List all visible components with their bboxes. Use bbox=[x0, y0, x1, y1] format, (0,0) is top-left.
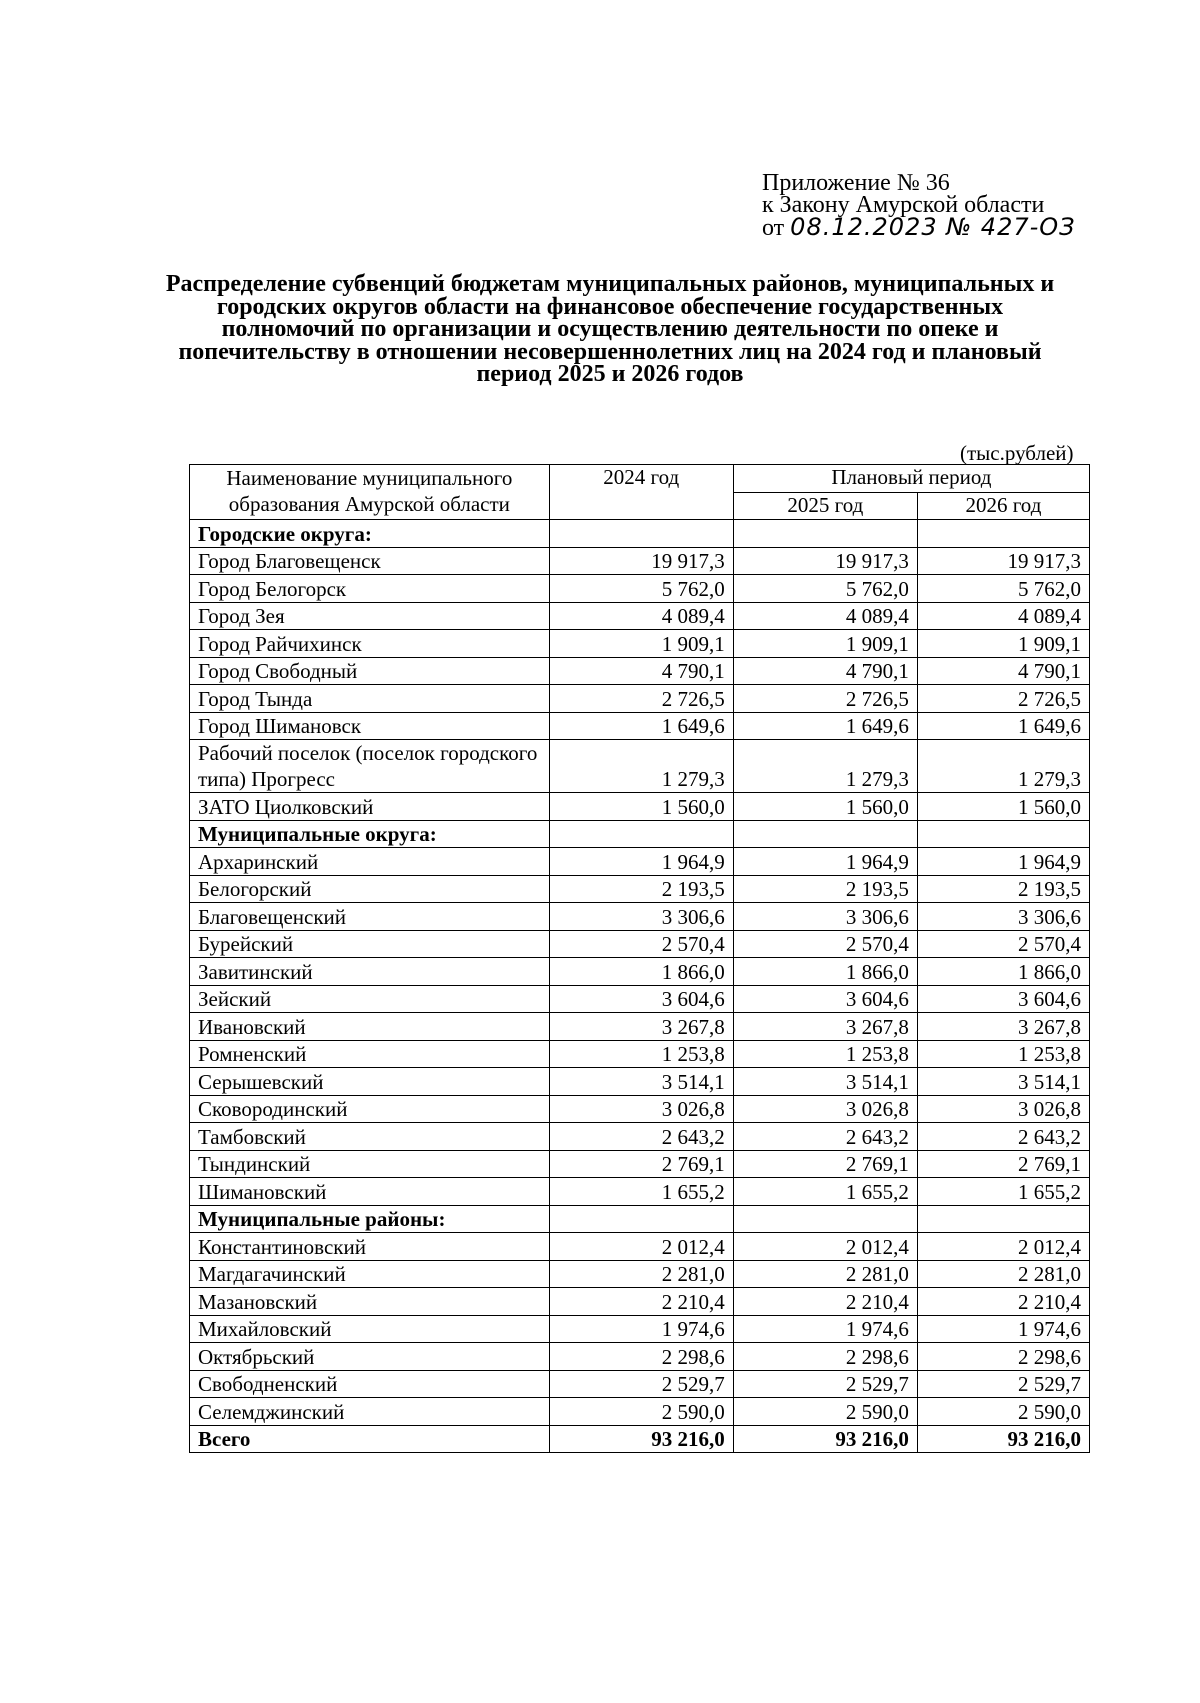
value-2025: 2 012,4 bbox=[733, 1233, 917, 1261]
value-2024: 2 298,6 bbox=[549, 1343, 733, 1371]
value-2026: 3 267,8 bbox=[917, 1013, 1089, 1041]
table-row bbox=[190, 930, 1090, 958]
table-row bbox=[190, 875, 1090, 903]
value-2026: 3 604,6 bbox=[917, 985, 1089, 1013]
row-name: Селемджинский bbox=[190, 1398, 550, 1426]
value-2026: 2 193,5 bbox=[917, 875, 1089, 903]
table-row bbox=[190, 1398, 1090, 1426]
value-2024: 1 279,3 bbox=[549, 740, 733, 793]
header-name: Наименование муниципального образования Амурской области bbox=[190, 465, 550, 520]
value-2024: 3 026,8 bbox=[549, 1095, 733, 1123]
group-row bbox=[190, 1205, 1090, 1233]
row-name: Октябрьский bbox=[190, 1343, 550, 1371]
table-row bbox=[190, 1150, 1090, 1178]
value-2025: 1 649,6 bbox=[733, 712, 917, 740]
value-2025: 2 769,1 bbox=[733, 1150, 917, 1178]
value-2025: 4 790,1 bbox=[733, 657, 917, 685]
value-2025: 3 306,6 bbox=[733, 903, 917, 931]
table-row bbox=[190, 958, 1090, 986]
total-2024: 93 216,0 bbox=[549, 1425, 733, 1453]
empty-cell bbox=[733, 1205, 917, 1233]
total-2025: 93 216,0 bbox=[733, 1425, 917, 1453]
total-row bbox=[190, 1425, 1090, 1453]
value-2026: 2 298,6 bbox=[917, 1343, 1089, 1371]
value-2024: 2 769,1 bbox=[549, 1150, 733, 1178]
table-row bbox=[190, 740, 1090, 793]
group-row bbox=[190, 520, 1090, 548]
row-name: Благовещенский bbox=[190, 903, 550, 931]
row-name: Ромненский bbox=[190, 1040, 550, 1068]
group-row bbox=[190, 820, 1090, 848]
empty-cell bbox=[917, 1205, 1089, 1233]
value-2025: 1 279,3 bbox=[733, 740, 917, 793]
value-2026: 1 964,9 bbox=[917, 848, 1089, 876]
table-row bbox=[190, 712, 1090, 740]
row-name: Тамбовский bbox=[190, 1123, 550, 1151]
value-2025: 2 193,5 bbox=[733, 875, 917, 903]
value-2024: 2 529,7 bbox=[549, 1370, 733, 1398]
annex-reference bbox=[762, 172, 1076, 239]
table-header-row bbox=[190, 465, 1090, 493]
value-2024: 2 570,4 bbox=[549, 930, 733, 958]
value-2024: 5 762,0 bbox=[549, 575, 733, 603]
value-2024: 2 281,0 bbox=[549, 1260, 733, 1288]
value-2026: 1 279,3 bbox=[917, 740, 1089, 793]
row-name: Тындинский bbox=[190, 1150, 550, 1178]
table-body bbox=[190, 520, 1090, 1453]
table-row bbox=[190, 1178, 1090, 1206]
value-2024: 1 560,0 bbox=[549, 793, 733, 821]
value-2026: 2 726,5 bbox=[917, 685, 1089, 713]
empty-cell bbox=[917, 820, 1089, 848]
value-2024: 2 193,5 bbox=[549, 875, 733, 903]
document-title: Распределение субвенций бюджетам муниципальных районов, муниципальных и городских округов области на финансовое обеспечение государственных полномочий по организации и осуществлению деятельности по опеке и попечительству в отношении несовершеннолетних лиц на 2024 год и плановый период 2025 и 2026 годов bbox=[165, 271, 1055, 387]
value-2026: 19 917,3 bbox=[917, 547, 1089, 575]
empty-cell bbox=[549, 820, 733, 848]
value-2024: 3 306,6 bbox=[549, 903, 733, 931]
table-row bbox=[190, 1233, 1090, 1261]
value-2025: 2 529,7 bbox=[733, 1370, 917, 1398]
table-row bbox=[190, 575, 1090, 603]
handwritten-date-number: 08.12.2023 № 427-ОЗ bbox=[790, 213, 1076, 241]
table-row bbox=[190, 1343, 1090, 1371]
table-row bbox=[190, 630, 1090, 658]
value-2026: 5 762,0 bbox=[917, 575, 1089, 603]
value-2026: 3 514,1 bbox=[917, 1068, 1089, 1096]
row-name: Город Белогорск bbox=[190, 575, 550, 603]
empty-cell bbox=[549, 520, 733, 548]
value-2024: 19 917,3 bbox=[549, 547, 733, 575]
row-name: Город Зея bbox=[190, 602, 550, 630]
value-2025: 3 026,8 bbox=[733, 1095, 917, 1123]
group-label: Муниципальные районы: bbox=[190, 1205, 550, 1233]
value-2025: 1 560,0 bbox=[733, 793, 917, 821]
value-2026: 2 769,1 bbox=[917, 1150, 1089, 1178]
table-row bbox=[190, 903, 1090, 931]
row-name: Сковородинский bbox=[190, 1095, 550, 1123]
value-2026: 1 649,6 bbox=[917, 712, 1089, 740]
empty-cell bbox=[917, 520, 1089, 548]
value-2024: 3 604,6 bbox=[549, 985, 733, 1013]
table-row bbox=[190, 848, 1090, 876]
value-2024: 1 964,9 bbox=[549, 848, 733, 876]
value-2024: 1 253,8 bbox=[549, 1040, 733, 1068]
row-name: Бурейский bbox=[190, 930, 550, 958]
row-name: Белогорский bbox=[190, 875, 550, 903]
row-name: Константиновский bbox=[190, 1233, 550, 1261]
total-2026: 93 216,0 bbox=[917, 1425, 1089, 1453]
value-2024: 1 649,6 bbox=[549, 712, 733, 740]
value-2025: 4 089,4 bbox=[733, 602, 917, 630]
table-row bbox=[190, 685, 1090, 713]
value-2025: 2 298,6 bbox=[733, 1343, 917, 1371]
value-2024: 1 909,1 bbox=[549, 630, 733, 658]
row-name: Город Благовещенск bbox=[190, 547, 550, 575]
value-2025: 2 281,0 bbox=[733, 1260, 917, 1288]
table-row bbox=[190, 547, 1090, 575]
empty-cell bbox=[549, 1205, 733, 1233]
value-2026: 1 909,1 bbox=[917, 630, 1089, 658]
table-row bbox=[190, 985, 1090, 1013]
value-2026: 1 253,8 bbox=[917, 1040, 1089, 1068]
table-row bbox=[190, 1068, 1090, 1096]
annex-date-line bbox=[762, 213, 1076, 241]
value-2024: 1 655,2 bbox=[549, 1178, 733, 1206]
annex-law: к Закону Амурской области bbox=[762, 192, 1045, 218]
total-label: Всего bbox=[190, 1425, 550, 1453]
row-name: Свободненский bbox=[190, 1370, 550, 1398]
value-2025: 1 655,2 bbox=[733, 1178, 917, 1206]
row-name: Город Райчихинск bbox=[190, 630, 550, 658]
group-label: Городские округа: bbox=[190, 520, 550, 548]
value-2026: 1 655,2 bbox=[917, 1178, 1089, 1206]
value-2026: 3 306,6 bbox=[917, 903, 1089, 931]
table-row bbox=[190, 1260, 1090, 1288]
header-planned-period: Плановый период bbox=[733, 465, 1089, 493]
value-2025: 1 866,0 bbox=[733, 958, 917, 986]
table-row bbox=[190, 1370, 1090, 1398]
value-2024: 2 210,4 bbox=[549, 1288, 733, 1316]
value-2025: 3 514,1 bbox=[733, 1068, 917, 1096]
table-row bbox=[190, 1123, 1090, 1151]
value-2024: 2 643,2 bbox=[549, 1123, 733, 1151]
table-row bbox=[190, 1095, 1090, 1123]
table-row bbox=[190, 1013, 1090, 1041]
value-2024: 1 974,6 bbox=[549, 1315, 733, 1343]
value-2026: 2 643,2 bbox=[917, 1123, 1089, 1151]
units-label: (тыс.рублей) bbox=[960, 441, 1074, 465]
value-2026: 1 560,0 bbox=[917, 793, 1089, 821]
table-row bbox=[190, 602, 1090, 630]
row-name: Зейский bbox=[190, 985, 550, 1013]
value-2024: 3 267,8 bbox=[549, 1013, 733, 1041]
value-2026: 2 529,7 bbox=[917, 1370, 1089, 1398]
value-2026: 2 012,4 bbox=[917, 1233, 1089, 1261]
table-row bbox=[190, 793, 1090, 821]
row-name: Город Шимановск bbox=[190, 712, 550, 740]
value-2025: 1 964,9 bbox=[733, 848, 917, 876]
value-2026: 4 790,1 bbox=[917, 657, 1089, 685]
value-2024: 2 590,0 bbox=[549, 1398, 733, 1426]
value-2026: 2 281,0 bbox=[917, 1260, 1089, 1288]
value-2025: 1 974,6 bbox=[733, 1315, 917, 1343]
header-2024: 2024 год bbox=[549, 465, 733, 520]
value-2026: 2 210,4 bbox=[917, 1288, 1089, 1316]
subvention-table bbox=[189, 464, 1090, 1453]
value-2026: 2 590,0 bbox=[917, 1398, 1089, 1426]
annex-number: Приложение № 36 bbox=[762, 170, 950, 196]
annex-date-prefix: от bbox=[762, 215, 785, 241]
empty-cell bbox=[733, 820, 917, 848]
value-2025: 2 643,2 bbox=[733, 1123, 917, 1151]
table-row bbox=[190, 1040, 1090, 1068]
value-2025: 2 590,0 bbox=[733, 1398, 917, 1426]
table-row bbox=[190, 657, 1090, 685]
row-name: Магдагачинский bbox=[190, 1260, 550, 1288]
row-name: ЗАТО Циолковский bbox=[190, 793, 550, 821]
value-2025: 1 253,8 bbox=[733, 1040, 917, 1068]
row-name: Ивановский bbox=[190, 1013, 550, 1041]
table-row bbox=[190, 1288, 1090, 1316]
row-name: Завитинский bbox=[190, 958, 550, 986]
group-label: Муниципальные округа: bbox=[190, 820, 550, 848]
row-name: Шимановский bbox=[190, 1178, 550, 1206]
value-2025: 3 267,8 bbox=[733, 1013, 917, 1041]
value-2026: 3 026,8 bbox=[917, 1095, 1089, 1123]
value-2026: 1 866,0 bbox=[917, 958, 1089, 986]
empty-cell bbox=[733, 520, 917, 548]
value-2024: 3 514,1 bbox=[549, 1068, 733, 1096]
value-2024: 4 790,1 bbox=[549, 657, 733, 685]
value-2024: 1 866,0 bbox=[549, 958, 733, 986]
row-name: Рабочий поселок (поселок городского типа) Прогресс bbox=[190, 740, 550, 793]
row-name: Мазановский bbox=[190, 1288, 550, 1316]
table-row bbox=[190, 1315, 1090, 1343]
row-name: Михайловский bbox=[190, 1315, 550, 1343]
value-2025: 3 604,6 bbox=[733, 985, 917, 1013]
header-2026: 2026 год bbox=[917, 492, 1089, 520]
value-2024: 2 012,4 bbox=[549, 1233, 733, 1261]
row-name: Серышевский bbox=[190, 1068, 550, 1096]
value-2026: 2 570,4 bbox=[917, 930, 1089, 958]
header-2025: 2025 год bbox=[733, 492, 917, 520]
value-2025: 19 917,3 bbox=[733, 547, 917, 575]
value-2026: 4 089,4 bbox=[917, 602, 1089, 630]
value-2025: 2 726,5 bbox=[733, 685, 917, 713]
row-name: Город Тында bbox=[190, 685, 550, 713]
value-2025: 1 909,1 bbox=[733, 630, 917, 658]
value-2024: 4 089,4 bbox=[549, 602, 733, 630]
value-2026: 1 974,6 bbox=[917, 1315, 1089, 1343]
row-name: Архаринский bbox=[190, 848, 550, 876]
value-2025: 2 570,4 bbox=[733, 930, 917, 958]
value-2025: 2 210,4 bbox=[733, 1288, 917, 1316]
value-2024: 2 726,5 bbox=[549, 685, 733, 713]
value-2025: 5 762,0 bbox=[733, 575, 917, 603]
row-name: Город Свободный bbox=[190, 657, 550, 685]
